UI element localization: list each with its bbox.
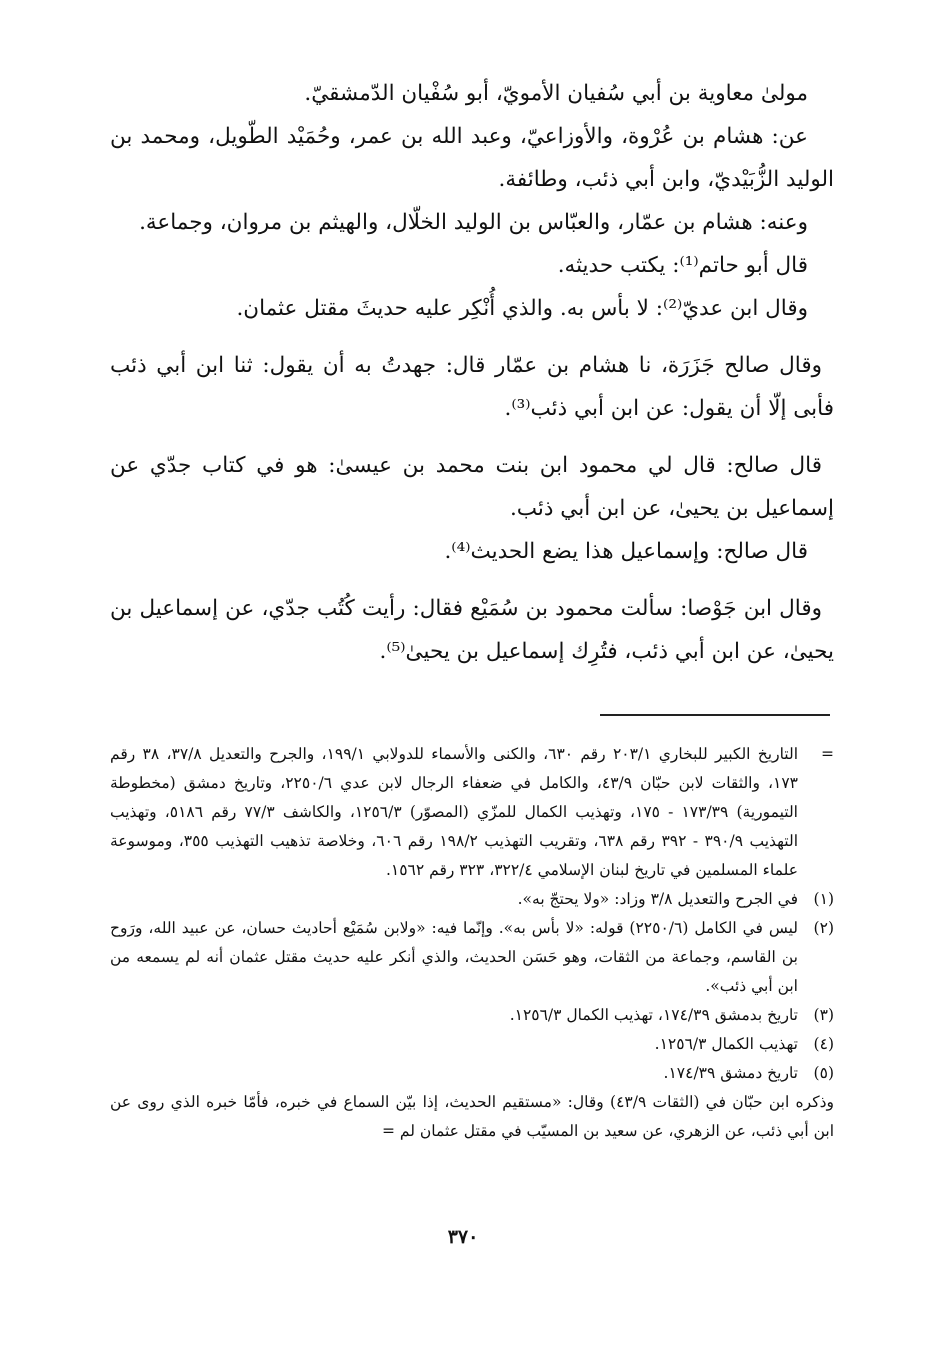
footnote-text: تاريخ بدمشق ١٧٤/٣٩، تهذيب الكمال ١٢٥٦/٣.	[509, 1006, 798, 1024]
footnote-5	[110, 1059, 834, 1088]
footnote-continuation-marker: =	[821, 745, 834, 763]
footnote-trailing-text: وذكره ابن حبّان في (الثقات ٤٣/٩) وقال: «مستقيم الحديث، إذا بيّن السماع في خبره، فأمّا خبره الذي روى عن ابن أبي ذئب، عن الزهري، عن سعيد بن المسيّب في مقتل عثمان لم =	[110, 1093, 834, 1140]
footnote-1	[110, 885, 834, 914]
footnote-text: تهذيب الكمال ١٢٥٦/٣.	[654, 1035, 798, 1053]
footnote-text: تاريخ دمشق ١٧٤/٣٩.	[663, 1064, 798, 1082]
footnote-3	[110, 1001, 834, 1030]
footnote-continuation-text: التاريخ الكبير للبخاري ٢٠٣/١ رقم ٦٣٠، والكنى والأسماء للدولابي ١٩٩/١، والجرح والتعديل ٣٧/٨، ٣٨ رقم ١٧٣، والثقات لابن حبّان ٤٣/٩، والكامل في ضعفاء الرجال لابن عدي ٢٢٥٠/٦، وتاريخ دمشق (مخطوطة التيمورية) ١٧٣/٣٩ - ١٧٥، وتهذيب الكمال للمزّي (المصوّر) ١٢٥٦/٣، والكاشف ٧٧/٣ رقم ٥١٨٦، وتهذيب التهذيب ٣٩٠/٩ - ٣٩٢ رقم ٦٣٨، وتقريب التهذيب ١٩٨/٢ رقم ٦٠٦، وخلاصة تذهيب التهذيب ٣٥٥، وموسوعة علماء المسلمين في تاريخ لبنان الإسلامي ٣٢٢/٤، ٣٢٣ رقم ١٥٦٢.	[110, 745, 799, 879]
footnote-2	[110, 914, 834, 1001]
footnote-number: (١)	[813, 890, 834, 908]
footnote-number: (٢)	[813, 919, 834, 937]
paragraph-salih-mahmud: قال صالح: قال لي محمود ابن بنت محمد بن عيسىٰ: هو في كتاب جدّي عن إسماعيل بن يحيىٰ، عن ابن أبي ذئب.	[110, 453, 834, 521]
footnotes	[110, 740, 834, 1146]
paragraph-narrated-from: عن: هشام بن عُرْوة، والأوزاعيّ، وعبد الله بن عمر، وحُمَيْد الطّويل، ومحمد بن الوليد الزُّبَيْديّ، وابن أبي ذئب، وطائفة.	[110, 124, 834, 192]
footnote-separator	[600, 714, 830, 716]
footnote-number: (٣)	[813, 1006, 834, 1024]
paragraph-salih-jazara: وقال صالح جَزَرَة، نا هشام بن عمّار قال: جهدتُ به أن يقول: ثنا ابن أبي ذئب فأبى إلّا أن يقول: عن ابن أبي ذئب⁽³⁾.	[110, 353, 834, 421]
paragraph-salih-ismail: قال صالح: وإسماعيل هذا يضع الحديث⁽⁴⁾.	[444, 539, 808, 564]
main-text	[110, 72, 834, 673]
paragraph-narrated-by: وعنه: هشام بن عمّار، والعبّاس بن الوليد الخلّال، والهيثم بن مروان، وجماعة.	[139, 210, 808, 235]
footnote-text: ليس في الكامل (٢٢٥٠/٦) قوله: «لا بأس به». وإنّما فيه: «ولابن سُمَيْع أحاديث حسان، عن عبيد الله، ورَوح بن القاسم، وجماعة من الثقات، وهو حَسَن الحديث، والذي أنكر عليه حديث مقتل عثمان أنه لم يسمعه من ابن أبي ذئب».	[110, 919, 799, 995]
footnote-number: (٥)	[813, 1064, 834, 1082]
footnote-4	[110, 1030, 834, 1059]
paragraph-abu-hatim: قال أبو حاتم⁽¹⁾: يكتب حديثه.	[557, 253, 808, 278]
footnote-continuation	[110, 740, 834, 885]
paragraph-mawla: مولىٰ معاوية بن أبي سُفيان الأمويّ، أبو سُفْيان الدّمشقيّ.	[304, 81, 808, 106]
page-number: ٣٧٠	[447, 1226, 479, 1248]
paragraph-ibn-adi: وقال ابن عديّ⁽²⁾: لا بأس به. والذي أُنْكِر عليه حديثَ مقتل عثمان.	[236, 296, 808, 321]
footnote-text: في الجرح والتعديل ٣/٨ وزاد: «ولا يحتجّ به».	[517, 890, 798, 908]
paragraph-ibn-jawsa: وقال ابن جَوْصا: سألت محمود بن سُمَيْع فقال: رأيت كُتُب جدّي، عن إسماعيل بن يحيىٰ، عن ابن أبي ذئب، فتُرِك إسماعيل بن يحيىٰ⁽⁵⁾.	[110, 596, 834, 664]
footnote-number: (٤)	[813, 1035, 834, 1053]
